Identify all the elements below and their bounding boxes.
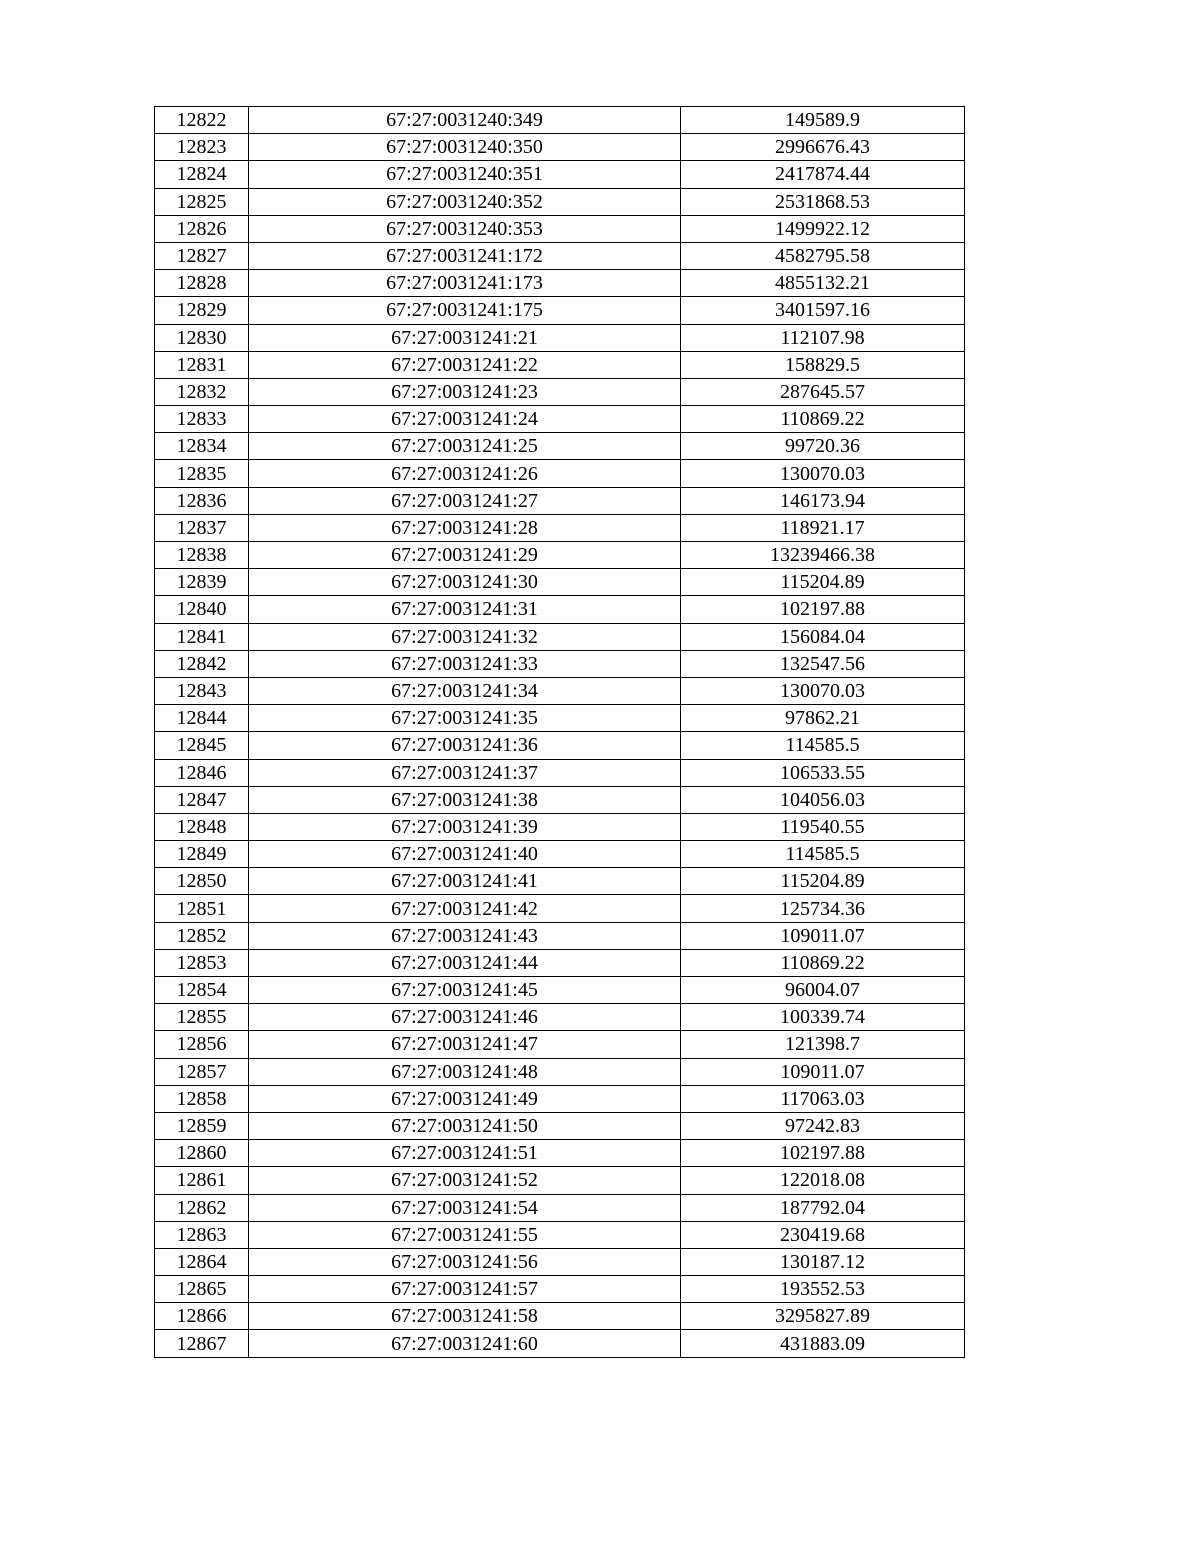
row-number-cell: 12862 [155,1194,249,1221]
value-cell: 149589.9 [681,107,965,134]
table-row [155,487,965,514]
table-row [155,786,965,813]
table-row [155,378,965,405]
value-cell: 119540.55 [681,813,965,840]
value-cell: 114585.5 [681,732,965,759]
value-cell: 118921.17 [681,514,965,541]
cadastral-number-cell: 67:27:0031241:35 [249,705,681,732]
row-number-cell: 12846 [155,759,249,786]
value-cell: 4855132.21 [681,270,965,297]
row-number-cell: 12851 [155,895,249,922]
row-number-cell: 12848 [155,813,249,840]
cadastral-number-cell: 67:27:0031241:39 [249,813,681,840]
cadastral-number-cell: 67:27:0031241:21 [249,324,681,351]
value-cell: 431883.09 [681,1330,965,1357]
table-row [155,324,965,351]
value-cell: 97242.83 [681,1112,965,1139]
value-cell: 2417874.44 [681,161,965,188]
cadastral-number-cell: 67:27:0031241:58 [249,1303,681,1330]
row-number-cell: 12827 [155,242,249,269]
cadastral-number-cell: 67:27:0031241:42 [249,895,681,922]
cadastral-number-cell: 67:27:0031241:172 [249,242,681,269]
value-cell: 13239466.38 [681,542,965,569]
row-number-cell: 12825 [155,188,249,215]
value-cell: 4582795.58 [681,242,965,269]
value-cell: 158829.5 [681,351,965,378]
table-row [155,514,965,541]
value-cell: 2531868.53 [681,188,965,215]
cadastral-number-cell: 67:27:0031241:30 [249,569,681,596]
value-cell: 109011.07 [681,922,965,949]
table-row [155,977,965,1004]
table-row [155,161,965,188]
value-cell: 110869.22 [681,949,965,976]
row-number-cell: 12861 [155,1167,249,1194]
cadastral-number-cell: 67:27:0031241:51 [249,1140,681,1167]
value-cell: 130070.03 [681,460,965,487]
table-row [155,732,965,759]
cadastral-number-cell: 67:27:0031241:23 [249,378,681,405]
value-cell: 104056.03 [681,786,965,813]
table-row [155,705,965,732]
table-row [155,677,965,704]
cadastral-number-cell: 67:27:0031241:27 [249,487,681,514]
row-number-cell: 12867 [155,1330,249,1357]
row-number-cell: 12839 [155,569,249,596]
value-cell: 287645.57 [681,378,965,405]
cadastral-number-cell: 67:27:0031241:54 [249,1194,681,1221]
cadastral-number-cell: 67:27:0031240:350 [249,134,681,161]
table-row [155,270,965,297]
cadastral-number-cell: 67:27:0031241:47 [249,1031,681,1058]
value-cell: 112107.98 [681,324,965,351]
value-cell: 109011.07 [681,1058,965,1085]
cadastral-number-cell: 67:27:0031241:32 [249,623,681,650]
cadastral-number-cell: 67:27:0031241:25 [249,433,681,460]
value-cell: 130187.12 [681,1248,965,1275]
row-number-cell: 12860 [155,1140,249,1167]
row-number-cell: 12836 [155,487,249,514]
cadastral-number-cell: 67:27:0031241:52 [249,1167,681,1194]
row-number-cell: 12831 [155,351,249,378]
table-row [155,134,965,161]
cadastral-number-cell: 67:27:0031241:56 [249,1248,681,1275]
row-number-cell: 12835 [155,460,249,487]
table-row [155,623,965,650]
cadastral-number-cell: 67:27:0031241:50 [249,1112,681,1139]
row-number-cell: 12858 [155,1085,249,1112]
cadastral-number-cell: 67:27:0031241:28 [249,514,681,541]
row-number-cell: 12864 [155,1248,249,1275]
row-number-cell: 12833 [155,406,249,433]
row-number-cell: 12863 [155,1221,249,1248]
row-number-cell: 12865 [155,1276,249,1303]
value-cell: 122018.08 [681,1167,965,1194]
table-row [155,895,965,922]
value-cell: 193552.53 [681,1276,965,1303]
table-row [155,813,965,840]
row-number-cell: 12856 [155,1031,249,1058]
row-number-cell: 12857 [155,1058,249,1085]
row-number-cell: 12843 [155,677,249,704]
cadastral-number-cell: 67:27:0031241:175 [249,297,681,324]
table-row [155,107,965,134]
cadastral-number-cell: 67:27:0031240:353 [249,215,681,242]
row-number-cell: 12840 [155,596,249,623]
cadastral-number-cell: 67:27:0031241:57 [249,1276,681,1303]
table-row [155,1330,965,1357]
table-row [155,1194,965,1221]
row-number-cell: 12834 [155,433,249,460]
cadastral-number-cell: 67:27:0031240:352 [249,188,681,215]
table-row [155,569,965,596]
row-number-cell: 12837 [155,514,249,541]
value-cell: 3401597.16 [681,297,965,324]
cadastral-number-cell: 67:27:0031241:33 [249,650,681,677]
cadastral-number-cell: 67:27:0031241:48 [249,1058,681,1085]
cadastral-number-cell: 67:27:0031241:45 [249,977,681,1004]
table-row [155,215,965,242]
value-cell: 117063.03 [681,1085,965,1112]
table-row [155,949,965,976]
table-row [155,1303,965,1330]
row-number-cell: 12845 [155,732,249,759]
table-row [155,433,965,460]
row-number-cell: 12841 [155,623,249,650]
cadastral-number-cell: 67:27:0031241:34 [249,677,681,704]
value-cell: 230419.68 [681,1221,965,1248]
value-cell: 110869.22 [681,406,965,433]
row-number-cell: 12828 [155,270,249,297]
cadastral-number-cell: 67:27:0031241:49 [249,1085,681,1112]
cadastral-number-cell: 67:27:0031241:37 [249,759,681,786]
table-row [155,1085,965,1112]
table-row [155,351,965,378]
table-row [155,297,965,324]
table-row [155,1112,965,1139]
row-number-cell: 12822 [155,107,249,134]
table-row [155,242,965,269]
value-cell: 130070.03 [681,677,965,704]
table-row [155,188,965,215]
table-row [155,759,965,786]
cadastral-number-cell: 67:27:0031241:41 [249,868,681,895]
value-cell: 2996676.43 [681,134,965,161]
cadastral-number-cell: 67:27:0031241:31 [249,596,681,623]
table-row [155,1276,965,1303]
value-cell: 156084.04 [681,623,965,650]
value-cell: 121398.7 [681,1031,965,1058]
table-row [155,1140,965,1167]
value-cell: 115204.89 [681,569,965,596]
cadastral-number-cell: 67:27:0031241:60 [249,1330,681,1357]
row-number-cell: 12832 [155,378,249,405]
row-number-cell: 12826 [155,215,249,242]
row-number-cell: 12824 [155,161,249,188]
value-cell: 1499922.12 [681,215,965,242]
table-body [155,107,965,1358]
table-row [155,542,965,569]
value-cell: 97862.21 [681,705,965,732]
cadastral-number-cell: 67:27:0031240:351 [249,161,681,188]
value-cell: 96004.07 [681,977,965,1004]
value-cell: 146173.94 [681,487,965,514]
cadastral-number-cell: 67:27:0031241:43 [249,922,681,949]
table-row [155,1167,965,1194]
row-number-cell: 12829 [155,297,249,324]
table-row [155,650,965,677]
table-row [155,1058,965,1085]
cadastral-number-cell: 67:27:0031241:55 [249,1221,681,1248]
cadastral-number-cell: 67:27:0031241:46 [249,1004,681,1031]
cadastral-number-cell: 67:27:0031241:24 [249,406,681,433]
row-number-cell: 12859 [155,1112,249,1139]
value-cell: 187792.04 [681,1194,965,1221]
value-cell: 3295827.89 [681,1303,965,1330]
value-cell: 125734.36 [681,895,965,922]
table-row [155,1004,965,1031]
value-cell: 102197.88 [681,596,965,623]
table-row [155,868,965,895]
cadastral-number-cell: 67:27:0031241:26 [249,460,681,487]
row-number-cell: 12866 [155,1303,249,1330]
row-number-cell: 12842 [155,650,249,677]
table-row [155,460,965,487]
cadastral-number-cell: 67:27:0031241:36 [249,732,681,759]
row-number-cell: 12854 [155,977,249,1004]
table-row [155,841,965,868]
value-cell: 114585.5 [681,841,965,868]
table-row [155,406,965,433]
cadastral-number-cell: 67:27:0031241:38 [249,786,681,813]
value-cell: 102197.88 [681,1140,965,1167]
cadastral-number-cell: 67:27:0031241:173 [249,270,681,297]
row-number-cell: 12847 [155,786,249,813]
cadastral-number-cell: 67:27:0031241:44 [249,949,681,976]
row-number-cell: 12830 [155,324,249,351]
table-row [155,922,965,949]
table-row [155,596,965,623]
row-number-cell: 12853 [155,949,249,976]
value-cell: 106533.55 [681,759,965,786]
table-row [155,1031,965,1058]
row-number-cell: 12844 [155,705,249,732]
table-row [155,1221,965,1248]
row-number-cell: 12855 [155,1004,249,1031]
cadastral-number-cell: 67:27:0031241:22 [249,351,681,378]
value-cell: 115204.89 [681,868,965,895]
row-number-cell: 12823 [155,134,249,161]
cadastral-number-cell: 67:27:0031240:349 [249,107,681,134]
cadastral-number-cell: 67:27:0031241:40 [249,841,681,868]
value-cell: 100339.74 [681,1004,965,1031]
table-row [155,1248,965,1275]
value-cell: 99720.36 [681,433,965,460]
row-number-cell: 12849 [155,841,249,868]
cadastral-value-table [154,106,965,1358]
cadastral-number-cell: 67:27:0031241:29 [249,542,681,569]
row-number-cell: 12852 [155,922,249,949]
row-number-cell: 12850 [155,868,249,895]
row-number-cell: 12838 [155,542,249,569]
value-cell: 132547.56 [681,650,965,677]
